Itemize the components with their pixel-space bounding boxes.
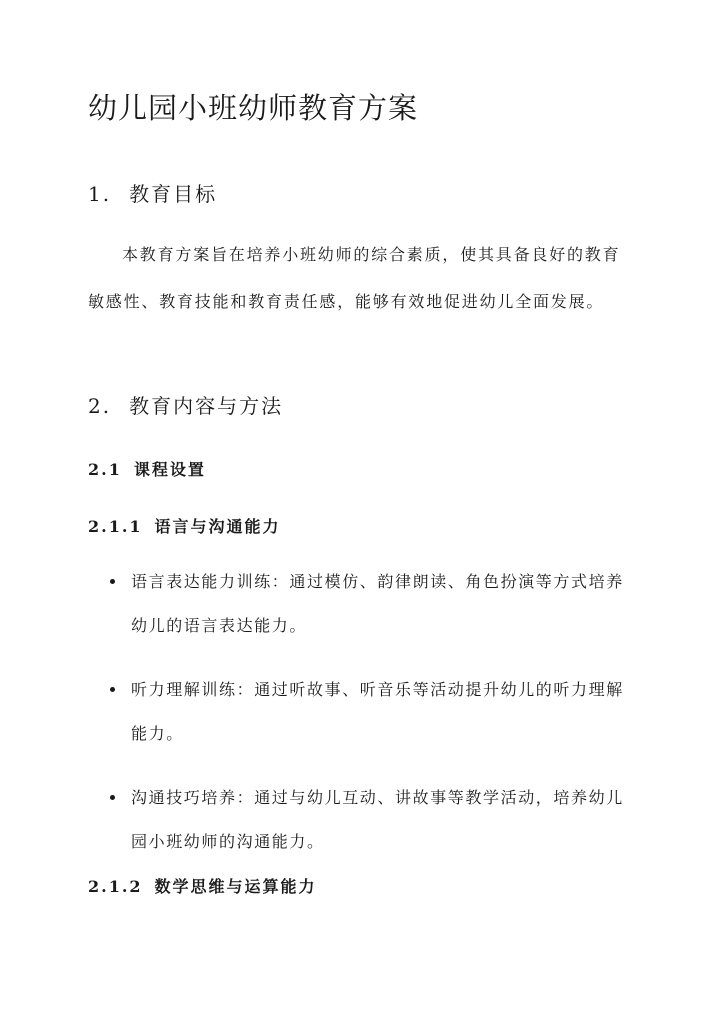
subsection-2-1-heading	[88, 457, 206, 480]
bullet-dot	[110, 687, 115, 692]
section-1-title: 教育目标	[129, 182, 218, 206]
section-2-title: 教育内容与方法	[129, 394, 284, 418]
bullet-dot	[110, 579, 115, 584]
bullet-list	[88, 560, 633, 884]
bullet-dot	[110, 795, 115, 800]
list-item-text: 听力理解训练：通过听故事、听音乐等活动提升幼儿的听力理解能力。	[131, 680, 624, 743]
section-1-heading	[88, 178, 217, 207]
section-1-paragraph: 本教育方案旨在培养小班幼师的综合素质，使其具备良好的教育敏感性、教育技能和教育责任感，能够有效地促进幼儿全面发展。	[88, 245, 621, 311]
section-2-heading	[88, 390, 283, 419]
document-title: 幼儿园小班幼师教育方案	[88, 91, 419, 125]
section-1-number: 1.	[88, 182, 112, 206]
list-item-text: 语言表达能力训练：通过模仿、韵律朗读、角色扮演等方式培养幼儿的语言表达能力。	[131, 572, 624, 635]
subsection-2-1-2-title: 数学思维与运算能力	[154, 877, 317, 896]
subsection-2-1-number: 2.1	[88, 460, 122, 479]
list-item	[88, 668, 633, 756]
subsection-2-1-1-heading	[88, 514, 281, 537]
subsection-2-1-1-title: 语言与沟通能力	[154, 517, 281, 536]
list-item	[88, 776, 633, 864]
subsection-2-1-2-number: 2.1.2	[88, 877, 143, 896]
list-item-text: 沟通技巧培养：通过与幼儿互动、讲故事等教学活动，培养幼儿园小班幼师的沟通能力。	[131, 788, 624, 851]
subsection-2-1-2-heading	[88, 874, 317, 897]
subsection-2-1-1-number: 2.1.1	[88, 517, 143, 536]
list-item	[88, 560, 633, 648]
section-2-number: 2.	[88, 394, 112, 418]
subsection-2-1-title: 课程设置	[133, 460, 206, 479]
